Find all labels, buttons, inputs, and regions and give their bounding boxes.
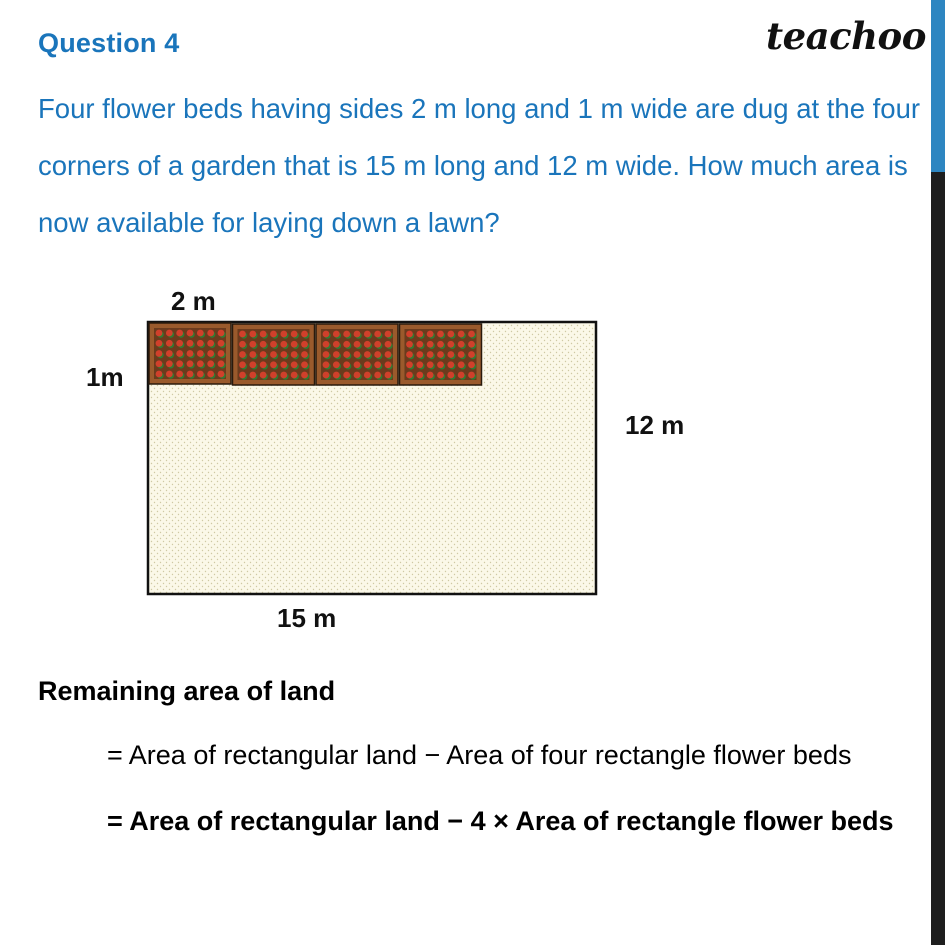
question-title: Question 4 — [38, 28, 180, 58]
flower-beds-group — [149, 323, 482, 385]
formula-line-1: = Area of rectangular land − Area of four rectangle flower beds — [107, 740, 852, 770]
teachoo-logo: teachoo — [766, 14, 926, 58]
flower-bed — [400, 324, 482, 385]
bed-width-label: 1m — [86, 362, 124, 392]
garden-length-label: 15 m — [277, 603, 337, 633]
flower-bed — [149, 323, 231, 384]
garden-width-label: 12 m — [625, 410, 685, 440]
bed-length-label: 2 m — [171, 286, 216, 316]
solution-heading: Remaining area of land — [38, 676, 336, 706]
flower-bed — [316, 324, 398, 385]
flower-bed — [233, 324, 315, 385]
formula-line-2: = Area of rectangular land − 4 × Area of rectangle flower beds — [107, 806, 894, 836]
question-text: Four flower beds having sides 2 m long and 1 m wide are dug at the four corners of a garden that is 15 m long and 12 m wide. How much area is now available for laying down a lawn? — [38, 93, 921, 238]
